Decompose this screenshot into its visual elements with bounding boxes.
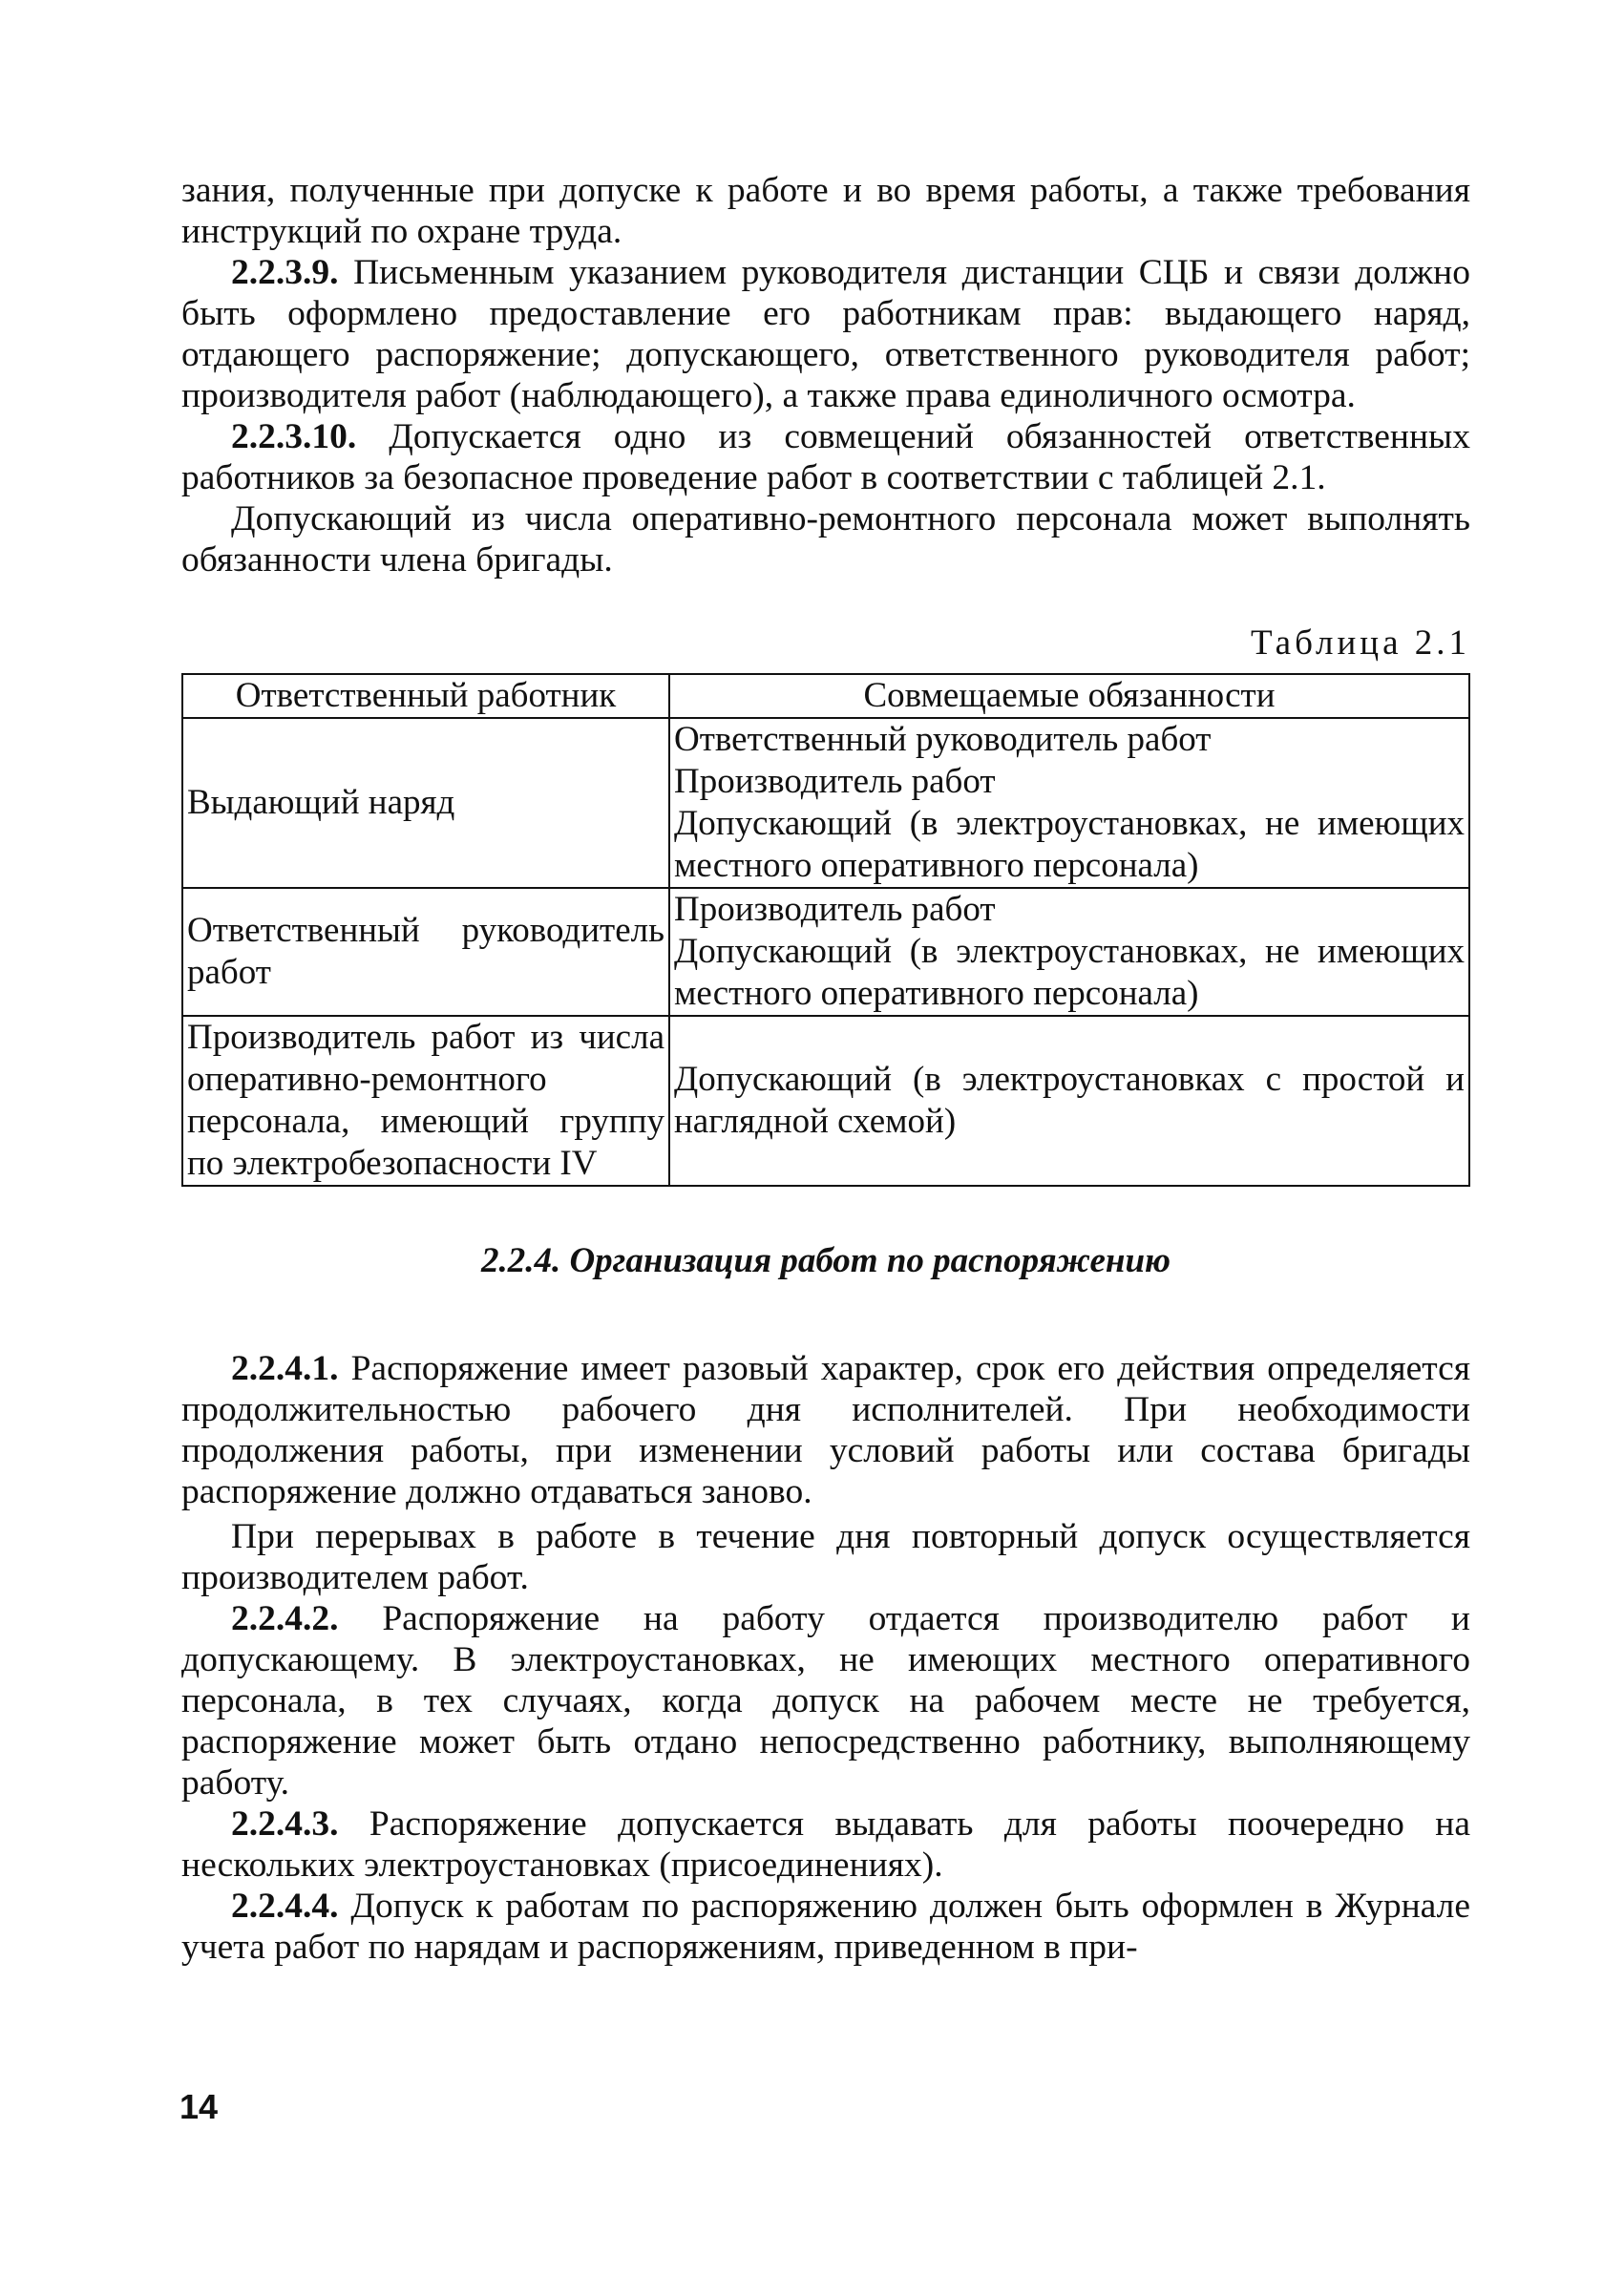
section-heading: 2.2.4. Организация работ по распоряжению xyxy=(480,1241,1171,1280)
duty-item: Производитель работ xyxy=(674,762,996,801)
paragraph xyxy=(181,170,1470,252)
duty-item: Ответственный руководитель работ xyxy=(674,720,1212,759)
duty-item: Допускающий (в электроустановках, не имеющих местного оперативного персонала) xyxy=(674,804,1465,885)
table-header-row xyxy=(182,674,1469,718)
paragraph-text: Допускающий из числа оперативно-ремонтного персонала может выполнять обязанности члена бригады. xyxy=(181,499,1470,580)
paragraph xyxy=(181,1516,1470,1598)
column-header-worker: Ответственный работник xyxy=(182,674,669,718)
duty-item: Допускающий (в электроустановках с простой и наглядной схемой) xyxy=(674,1060,1465,1141)
worker-cell: Ответственный руководитель работ xyxy=(182,888,669,1016)
paragraph xyxy=(181,498,1470,580)
paragraph-text: Распоряжение на работу отдается производителю работ и допускающему. В электроустановках, не имеющих местного оперативного персонала, в тех случаях, когда допуск на рабочем месте не требуется, распоряжение может быть отдано непосредственно работнику, выполняющему работу. xyxy=(181,1599,1470,1803)
document-page xyxy=(181,170,1470,1968)
paragraph-text: зания, полученные при допуске к работе и во время работы, а также требования инструкций по охране труда. xyxy=(181,171,1470,251)
column-header-duties: Совмещаемые обязанности xyxy=(669,674,1469,718)
paragraph-text: При перерывах в работе в течение дня повторный допуск осуществляется производителем работ. xyxy=(181,1517,1470,1597)
table-row xyxy=(182,888,1469,1016)
duties-table xyxy=(181,673,1470,1187)
paragraph-2-2-4-4 xyxy=(181,1886,1470,1968)
table-row xyxy=(182,1016,1469,1186)
duty-item: Допускающий (в электроустановках, не имеющих местного оперативного персонала) xyxy=(674,932,1465,1013)
paragraph-text: Распоряжение имеет разовый характер, срок его действия определяется продолжительностью рабочего дня исполнителей. При необходимости продолжения работы, при изменении условий работы или состава бригады распоряжение должно отдаваться заново. xyxy=(181,1349,1470,1511)
duties-cell xyxy=(669,718,1469,888)
paragraph-number: 2.2.3.9. xyxy=(231,253,339,292)
paragraph-number: 2.2.4.3. xyxy=(231,1804,339,1844)
paragraph-number: 2.2.4.1. xyxy=(231,1349,339,1388)
paragraph-2-2-3-10 xyxy=(181,416,1470,498)
duties-cell xyxy=(669,888,1469,1016)
duty-item: Производитель работ xyxy=(674,890,996,929)
paragraph-2-2-4-2 xyxy=(181,1598,1470,1803)
paragraph-number: 2.2.4.2. xyxy=(231,1599,339,1638)
paragraph-text: Допускается одно из совмещений обязанностей ответственных работников за безопасное проведение работ в соответствии с таблицей 2.1. xyxy=(181,417,1470,497)
table-row xyxy=(182,718,1469,888)
worker-cell: Производитель работ из числа оперативно-ремонтного персонала, имеющий группу по электробезопасности IV xyxy=(182,1016,669,1186)
paragraph-2-2-4-1 xyxy=(181,1348,1470,1512)
paragraph-text: Допуск к работам по распоряжению должен быть оформлен в Журнале учета работ по нарядам и распоряжениям, приведенном в при- xyxy=(181,1887,1470,1967)
paragraph-number: 2.2.4.4. xyxy=(231,1887,339,1926)
duties-cell xyxy=(669,1016,1469,1186)
worker-cell: Выдающий наряд xyxy=(182,718,669,888)
paragraph-text: Распоряжение допускается выдавать для работы поочередно на нескольких электроустановках (присоединениях). xyxy=(181,1804,1470,1885)
page-number: 14 xyxy=(179,2087,219,2126)
paragraph-number: 2.2.3.10. xyxy=(231,417,357,456)
paragraph-2-2-3-9 xyxy=(181,252,1470,416)
paragraph-2-2-4-3 xyxy=(181,1803,1470,1886)
table-caption: Таблица 2.1 xyxy=(1251,623,1470,663)
paragraph-text: Письменным указанием руководителя дистанции СЦБ и связи должно быть оформлено предоставление его работникам прав: выдающего наряд, отдающего распоряжение; допускающего, ответственного руководителя работ; производителя работ (наблюдающего), а также права единоличного осмотра. xyxy=(181,253,1470,415)
